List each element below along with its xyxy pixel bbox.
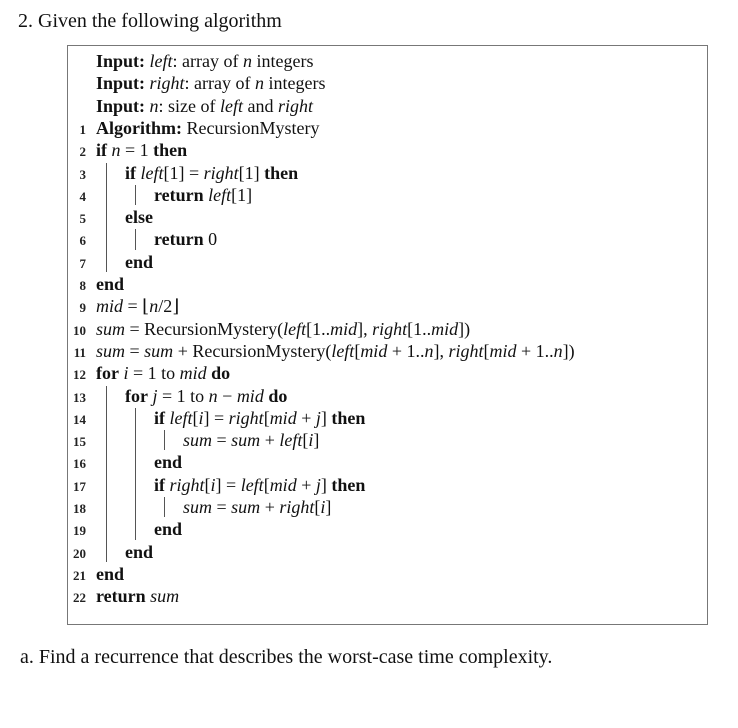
algorithm-box bbox=[67, 45, 708, 625]
block-bar bbox=[135, 229, 136, 249]
line-number: 2 bbox=[79, 144, 86, 160]
algorithm-line bbox=[68, 273, 707, 295]
algorithm-line bbox=[68, 541, 707, 563]
line-text: end bbox=[125, 541, 154, 562]
line-text: if left[1] = right[1] then bbox=[125, 162, 299, 183]
line-number: 4 bbox=[79, 188, 86, 204]
algorithm-line bbox=[68, 228, 707, 250]
line-number: 14 bbox=[73, 411, 86, 427]
algorithm-line bbox=[68, 117, 707, 139]
line-number: 17 bbox=[73, 478, 86, 494]
block-bar bbox=[106, 163, 107, 273]
algorithm-line bbox=[68, 585, 707, 607]
line-number: 11 bbox=[73, 344, 86, 360]
line-text: Algorithm: RecursionMystery bbox=[96, 117, 320, 138]
block-bar bbox=[106, 386, 107, 562]
algorithm-line bbox=[68, 206, 707, 228]
algorithm-line bbox=[68, 474, 707, 496]
algorithm-line bbox=[68, 407, 707, 429]
line-text: mid = ⌊n/2⌋ bbox=[96, 296, 180, 317]
line-text: end bbox=[154, 452, 183, 473]
line-text: sum = sum + right[i] bbox=[183, 497, 332, 517]
line-number: 3 bbox=[79, 166, 86, 182]
question-a: a. Find a recurrence that describes the worst-case time complexity. bbox=[20, 646, 553, 668]
line-number: 9 bbox=[79, 300, 86, 316]
algorithm-line bbox=[68, 318, 707, 340]
line-number: 8 bbox=[79, 278, 86, 293]
line-number: 15 bbox=[73, 434, 86, 450]
algorithm-line bbox=[68, 451, 707, 473]
line-text: else bbox=[125, 207, 153, 228]
line-number: 22 bbox=[73, 590, 86, 606]
algorithm-line bbox=[68, 184, 707, 206]
line-text: end bbox=[96, 563, 125, 584]
algorithm-line bbox=[68, 295, 707, 317]
line-number: 16 bbox=[73, 456, 86, 472]
line-text: if left[i] = right[mid + j] then bbox=[154, 407, 366, 428]
algorithm-line bbox=[68, 139, 707, 161]
line-text: for i = 1 to mid do bbox=[96, 363, 231, 384]
algorithm-line bbox=[68, 162, 707, 184]
line-number: 1 bbox=[79, 121, 86, 137]
algorithm-input-line: Input: left: array of n integers bbox=[96, 51, 314, 71]
line-number: 6 bbox=[79, 233, 86, 249]
line-number: 12 bbox=[73, 367, 86, 383]
line-number: 13 bbox=[73, 389, 86, 405]
line-text: return left[1] bbox=[154, 184, 253, 205]
algorithm-line bbox=[68, 362, 707, 384]
line-number: 21 bbox=[73, 567, 86, 583]
block-bar bbox=[164, 497, 165, 517]
line-number: 7 bbox=[79, 255, 86, 271]
algorithm-line bbox=[68, 251, 707, 273]
line-text: return sum bbox=[96, 586, 180, 607]
algorithm-input-line: Input: n: size of left and right bbox=[96, 95, 314, 116]
line-number: 19 bbox=[73, 523, 86, 539]
block-bar bbox=[135, 408, 136, 540]
line-text: end bbox=[96, 274, 125, 294]
line-number: 20 bbox=[73, 545, 86, 561]
block-bar bbox=[164, 430, 165, 450]
line-text: if right[i] = left[mid + j] then bbox=[154, 474, 366, 495]
algorithm-line bbox=[68, 385, 707, 407]
algorithm-line bbox=[68, 518, 707, 540]
line-text: end bbox=[125, 251, 154, 272]
line-text: if n = 1 then bbox=[96, 140, 188, 161]
line-text: end bbox=[154, 519, 183, 540]
algorithm-line bbox=[68, 340, 707, 362]
algorithm-line bbox=[68, 563, 707, 585]
line-text: sum = sum + left[i] bbox=[183, 430, 320, 451]
line-text: sum = RecursionMystery(left[1..mid], right[1..mid]) bbox=[96, 318, 471, 339]
line-number: 18 bbox=[73, 501, 86, 516]
line-text: sum = sum + RecursionMystery(left[mid + 1..n], right[mid + 1..n]) bbox=[96, 340, 575, 361]
algorithm-input-line: Input: right: array of n integers bbox=[96, 73, 326, 94]
block-bar bbox=[135, 185, 136, 205]
line-number: 5 bbox=[79, 211, 86, 227]
problem-title: 2. Given the following algorithm bbox=[18, 10, 282, 32]
line-text: for j = 1 to n − mid do bbox=[125, 385, 288, 406]
line-text: return 0 bbox=[154, 229, 218, 250]
line-number: 10 bbox=[73, 322, 86, 338]
